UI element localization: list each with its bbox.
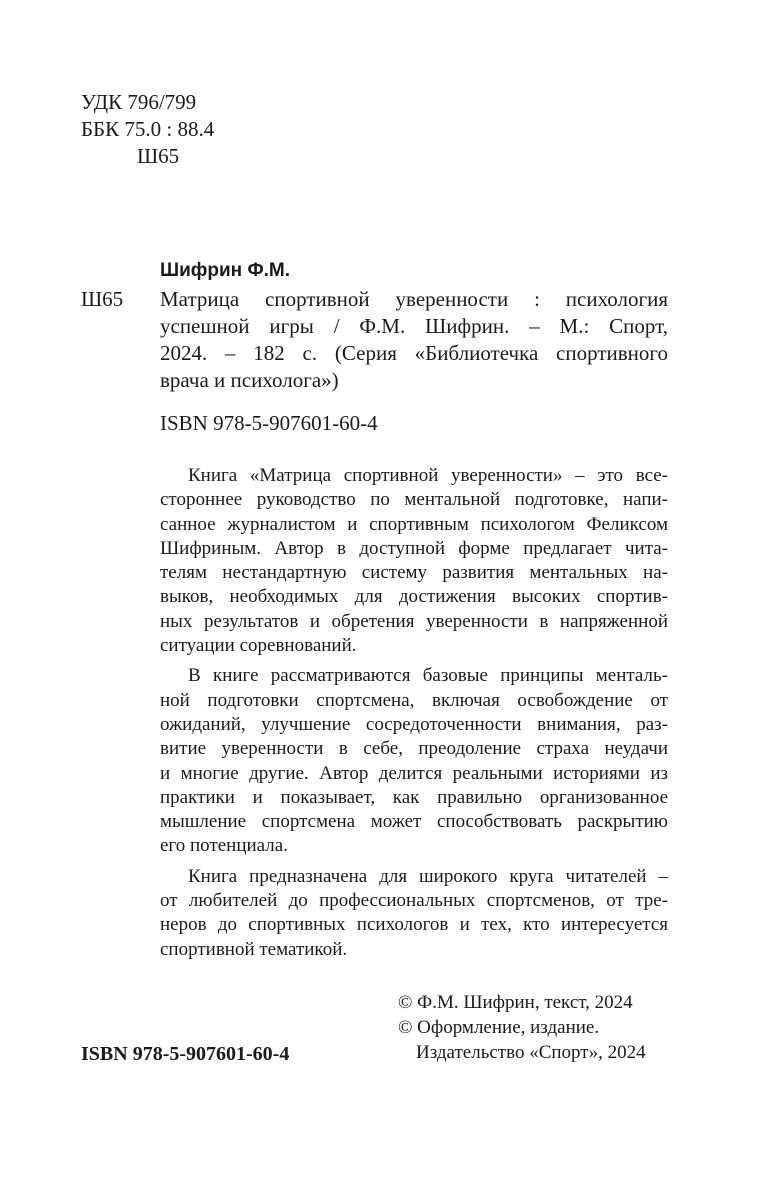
annotation-line: и многие другие. Автор делится реальными историями из bbox=[160, 762, 668, 784]
bibliographic-description bbox=[160, 286, 668, 394]
annotation-line: телям нестандартную систему развития ментальных на- bbox=[160, 562, 668, 584]
author-sign-margin: Ш65 bbox=[81, 287, 124, 311]
author-heading: Шифрин Ф.М. bbox=[160, 260, 291, 281]
classification-codes bbox=[81, 89, 214, 170]
biblio-line: Матрица спортивной уверенности : психология bbox=[160, 287, 668, 311]
copyright-block bbox=[398, 990, 646, 1065]
biblio-line: 2024. – 182 с. (Серия «Библиотечка спортивного bbox=[160, 341, 668, 365]
annotation-line: Книга «Матрица спортивной уверенности» – это все- bbox=[188, 465, 668, 486]
copyright-line: Издательство «Спорт», 2024 bbox=[416, 1042, 646, 1063]
annotation-line: Шифриным. Автор в доступной форме предлагает чита- bbox=[160, 537, 668, 559]
annotation-line: его потенциала. bbox=[160, 835, 288, 857]
annotation-line: спортивной тематикой. bbox=[160, 938, 348, 960]
copyright-line: © Оформление, издание. bbox=[398, 1017, 600, 1038]
biblio-line: врача и психолога») bbox=[160, 368, 339, 392]
annotation-line: от любителей до профессиональных спортсменов, от тре- bbox=[160, 890, 668, 912]
annotation-line: витие уверенности в себе, преодоление страха неудачи bbox=[160, 738, 668, 760]
annotation-line: стороннее руководство по ментальной подготовке, напи- bbox=[160, 489, 668, 511]
annotation-line: В книге рассматриваются базовые принципы менталь- bbox=[188, 665, 668, 687]
annotation-line: неров до спортивных психологов и тех, кто интересуется bbox=[160, 914, 668, 936]
isbn: ISBN 978-5-907601-60-4 bbox=[160, 411, 378, 435]
isbn-footer: ISBN 978-5-907601-60-4 bbox=[81, 1043, 290, 1065]
bbk-code: ББК 75.0 : 88.4 bbox=[81, 117, 215, 141]
udc-code: УДК 796/799 bbox=[81, 90, 197, 114]
annotation-line: практики и показывает, как правильно организованное bbox=[160, 786, 668, 808]
biblio-line: успешной игры / Ф.М. Шифрин. – М.: Спорт, bbox=[160, 314, 668, 338]
annotation-line: ных результатов и обретения уверенности в напряженной bbox=[160, 610, 668, 632]
annotation-line: ожиданий, улучшение сосредоточенности внимания, раз- bbox=[160, 713, 668, 735]
annotation-line: Книга предназначена для широкого круга читателей – bbox=[188, 865, 668, 887]
annotation-line: ситуации соревнований. bbox=[160, 635, 357, 657]
annotation-line: выков, необходимых для достижения высоких спортив- bbox=[160, 586, 668, 608]
copyright-line: © Ф.М. Шифрин, текст, 2024 bbox=[398, 992, 633, 1013]
annotation-line: ной подготовки спортсмена, включая освобождение от bbox=[160, 689, 668, 711]
annotation bbox=[160, 458, 668, 968]
author-sign: Ш65 bbox=[137, 144, 180, 168]
annotation-line: мышление спортсмена может способствовать раскрытию bbox=[160, 811, 668, 833]
annotation-line: санное журналистом и спортивным психологом Феликсом bbox=[160, 513, 668, 535]
